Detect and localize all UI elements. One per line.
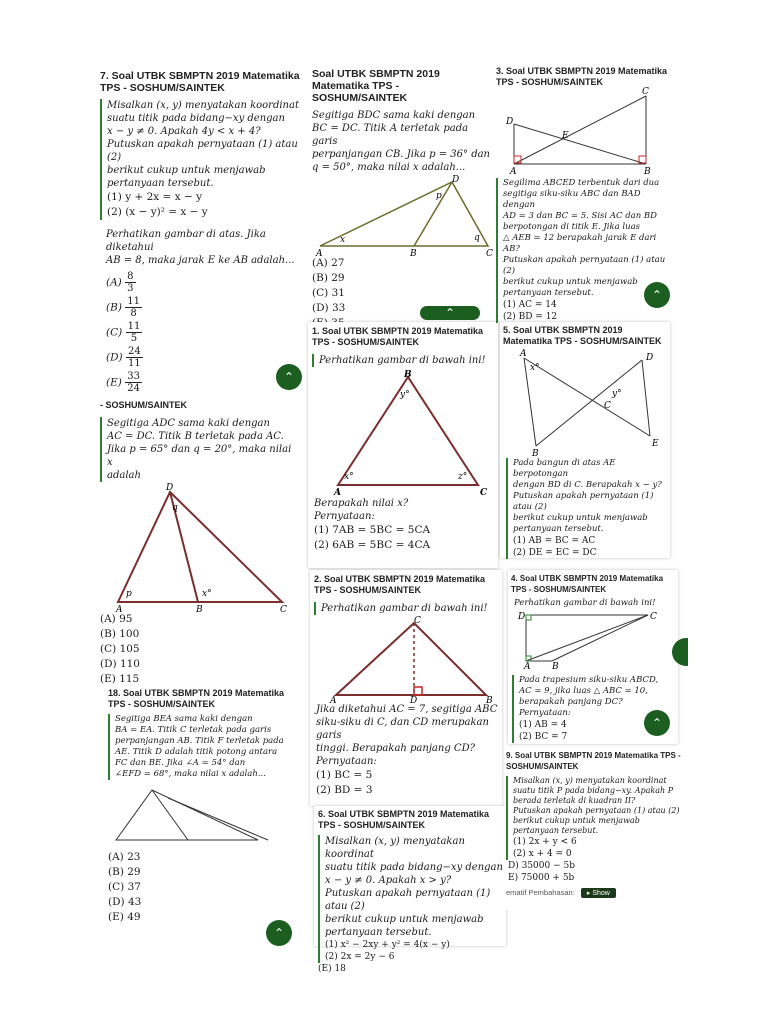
- show-button[interactable]: ▸ Show: [581, 888, 616, 898]
- label-B: B: [644, 167, 651, 177]
- question-body: [100, 99, 310, 220]
- label-A: A: [334, 488, 341, 498]
- question-title: 2. Soal UTBK SBMPTN 2019 Matematika TPS - SOSHUM/SAINTEK: [314, 574, 486, 595]
- line: Segitiga BDC sama kaki dengan: [312, 110, 476, 121]
- question-card-distance: [106, 228, 296, 398]
- line: pertanyaan tersebut.: [325, 927, 432, 938]
- line: Pada bangun di atas AE berpotongan: [513, 458, 616, 479]
- label-p: p: [126, 589, 132, 599]
- statements-label: Pernyataan:: [519, 708, 571, 718]
- question-card-5: [500, 322, 670, 558]
- option-letter: (D): [106, 351, 126, 364]
- statement: (2) 6AB = 5BC = 4CA: [314, 539, 431, 551]
- option[interactable]: (D) 110: [100, 658, 140, 670]
- question-body: [318, 835, 506, 963]
- statement: (1) AB = BC = AC: [513, 536, 596, 546]
- line: AB?: [503, 244, 520, 254]
- label-q: q: [474, 233, 480, 243]
- option-letter: (C): [106, 326, 126, 339]
- option-fraction: [126, 346, 143, 369]
- chevron-up-icon: ⌃: [651, 288, 663, 302]
- line: Putuskan apakah pernyataan (1) atau (2): [513, 806, 680, 815]
- question-card-bdc: [312, 68, 494, 318]
- question-card-3: [496, 66, 668, 322]
- label-C: C: [414, 616, 421, 626]
- line: Putuskan apakah pernyataan (1) atau (2): [503, 255, 666, 276]
- option[interactable]: (C) 37: [108, 881, 141, 893]
- label-B: B: [486, 696, 493, 706]
- question-card-adc: [100, 400, 300, 685]
- line: Misalkan (x, y) menyatakan koordinat: [107, 100, 299, 111]
- question-card-9: [506, 750, 686, 910]
- line: tinggi. Berapakah panjang CD?: [316, 743, 475, 754]
- option-letter: (A): [106, 276, 126, 289]
- line: suatu titik pada bidang−xy dengan: [107, 113, 285, 124]
- statement: (1) AB = 4: [519, 720, 567, 730]
- label-C: C: [480, 488, 488, 498]
- line: FC dan BE. Jika ∠A = 54° dan: [115, 758, 246, 768]
- question-title: 6. Soal UTBK SBMPTN 2019 Matematika TPS - SOSHUM/SAINTEK: [318, 809, 490, 830]
- question-body: [312, 109, 494, 174]
- extra-option: D) 35000 − 5b: [508, 861, 575, 871]
- statement: (1) BC = 5: [316, 769, 373, 781]
- chevron-up-icon: ⌃: [273, 926, 285, 940]
- statements-label: Pernyataan:: [316, 756, 377, 767]
- scroll-up-button[interactable]: [644, 282, 670, 308]
- line: berapakah panjang DC?: [519, 697, 623, 707]
- numerator: 33: [127, 371, 140, 382]
- statements-label: Pernyataan:: [314, 511, 375, 522]
- question-title: Soal UTBK SBMPTN 2019 Matematika TPS - SOSHUM/SAINTEK: [312, 68, 440, 104]
- option[interactable]: (C) 105: [100, 643, 140, 655]
- line: Pada trapesium siku-siku ABCD,: [519, 675, 659, 685]
- question-body: [310, 703, 502, 798]
- footer: [506, 888, 686, 898]
- line: adalah: [107, 470, 141, 481]
- line: perpanjangan AB. Titik F terletak pada: [115, 736, 284, 746]
- line: AB = 8, maka jarak E ke AB adalah...: [106, 255, 295, 266]
- line: x − y ≠ 0. Apakah 4y < x + 4?: [107, 126, 261, 137]
- option-fraction: [125, 271, 135, 294]
- label-D: D: [646, 353, 654, 363]
- label-B: B: [532, 449, 539, 459]
- question-card-18: [108, 688, 286, 938]
- question-card-2: [310, 570, 502, 806]
- statement: (2) BC = 7: [519, 732, 568, 742]
- option[interactable]: (D) 43: [108, 896, 142, 908]
- option[interactable]: (A) 23: [108, 851, 141, 863]
- statement: (2) BD = 12: [503, 312, 558, 322]
- option[interactable]: (C) 31: [312, 287, 345, 299]
- option[interactable]: (A) 95: [100, 613, 133, 625]
- question-body: [308, 497, 498, 553]
- scroll-up-button[interactable]: [420, 306, 480, 320]
- statement: (1) y + 2x = x − y: [107, 191, 203, 203]
- extra-option: E) 75000 + 5b: [508, 873, 575, 883]
- question-title: 18. Soal UTBK SBMPTN 2019 Matematika TPS - SOSHUM/SAINTEK: [108, 688, 285, 709]
- label-C: C: [650, 612, 657, 622]
- line: berpotongan di titik E. Jika luas: [503, 222, 641, 232]
- chevron-up-icon: ⌃: [651, 716, 663, 730]
- label-C: C: [604, 401, 611, 411]
- line: x − y ≠ 0. Apakah x > y?: [325, 875, 452, 886]
- line: berikut cukup untuk menjawab: [325, 914, 484, 925]
- line: Misalkan (x, y) menyatakan koordinat: [325, 836, 465, 860]
- line: AE. Titik D adalah titik potong antara: [115, 747, 278, 757]
- label-A: A: [524, 662, 531, 672]
- question-title: 4. Soal UTBK SBMPTN 2019 Matematika TPS - SOSHUM/SAINTEK: [511, 574, 664, 594]
- label-x: x°: [202, 589, 212, 599]
- question-body: [496, 178, 668, 323]
- scroll-up-button[interactable]: [266, 920, 292, 946]
- denominator: 5: [130, 333, 138, 344]
- options-list: [106, 271, 296, 394]
- line: BA = EA. Titik C terletak pada garis: [115, 725, 272, 735]
- statement: (2) BD = 3: [316, 784, 373, 796]
- label-B: B: [196, 605, 203, 615]
- statement: (2) DE = EC = DC: [513, 548, 597, 558]
- chevron-up-icon: ⌃: [283, 370, 295, 384]
- line: pertanyaan tersebut.: [513, 524, 604, 534]
- line: Jika p = 65° dan q = 20°, maka nilai x: [107, 444, 292, 468]
- question-title: 9. Soal UTBK SBMPTN 2019 Matematika TPS - SOSHUM/SAINTEK: [506, 751, 681, 771]
- question-card-7: [100, 70, 310, 230]
- statement: (2) (x − y)² = x − y: [107, 206, 208, 218]
- question-title: 3. Soal UTBK SBMPTN 2019 Matematika TPS - SOSHUM/SAINTEK: [496, 66, 668, 87]
- line: segitiga siku-siku ABC dan BAD dengan: [503, 189, 641, 210]
- question-body: [106, 228, 296, 267]
- line: berikut cukup untuk menjawab: [513, 513, 648, 523]
- numerator: 8: [127, 271, 134, 282]
- label-p: p: [436, 191, 442, 201]
- line: q = 50°, maka nilai x adalah...: [312, 162, 466, 173]
- option[interactable]: [106, 371, 296, 394]
- label-x: x°: [344, 472, 354, 482]
- label-D: D: [166, 483, 174, 493]
- option-letter: (B): [106, 301, 126, 314]
- question-title: 7. Soal UTBK SBMPTN 2019 Matematika TPS - SOSHUM/SAINTEK: [100, 70, 300, 94]
- line: dengan BD di C. Berapakah x − y?: [513, 480, 662, 490]
- question-body: [506, 776, 686, 860]
- numerator: 11: [127, 321, 141, 332]
- line: ∠EFD = 68°, maka nilai x adalah...: [115, 769, 266, 779]
- line: pertanyaan tersebut.: [503, 288, 594, 298]
- label-A: A: [510, 167, 517, 177]
- line: suatu titik P pada bidang−xy. Apakah P: [513, 786, 674, 795]
- statement: (2) x + 4 = 0: [513, 849, 572, 859]
- label-E: E: [562, 131, 569, 141]
- triangle-abc-height-figure: [310, 615, 502, 706]
- statement: (1) AC = 14: [503, 300, 557, 310]
- scroll-up-button[interactable]: [276, 364, 302, 390]
- option[interactable]: [106, 346, 296, 369]
- label-A: A: [520, 349, 527, 359]
- statement: (1) x² − 2xy + y² = 4(x − y): [325, 940, 450, 950]
- question-body: [100, 417, 300, 482]
- question-text: Berapakah nilai x?: [314, 498, 409, 509]
- statement: (1) 7AB = 5BC = 5CA: [314, 524, 431, 536]
- label-D: D: [506, 117, 514, 127]
- line: AD = 3 dan BC = 5. Sisi AC dan BD: [503, 211, 657, 221]
- label-D: D: [410, 696, 418, 706]
- line: suatu titik pada bidang−xy dengan: [325, 862, 503, 873]
- label-B: B: [404, 370, 412, 380]
- question-card-1: [308, 322, 498, 568]
- line: Putuskan apakah pernyataan (1) atau (2): [513, 491, 654, 512]
- line: berada terletak di kuadran II?: [513, 796, 636, 805]
- question-title: 1. Soal UTBK SBMPTN 2019 Matematika TPS - SOSHUM/SAINTEK: [312, 326, 484, 347]
- option[interactable]: (B) 29: [312, 272, 345, 284]
- line: AC = 9, jika luas △ ABC = 10,: [519, 686, 648, 696]
- label-x: x°: [530, 363, 540, 373]
- label-C: C: [642, 87, 649, 97]
- line: Putuskan apakah pernyataan (1) atau (2): [107, 139, 298, 163]
- line: pertanyaan tersebut.: [107, 178, 214, 189]
- numerator: 24: [127, 346, 141, 357]
- label-x: x: [340, 235, 346, 245]
- option[interactable]: (E) 115: [100, 673, 140, 685]
- line: △ AEB = 12 berapakah jarak E dari: [503, 233, 657, 243]
- option[interactable]: [106, 321, 296, 344]
- label-A: A: [330, 696, 337, 706]
- question-title: - SOSHUM/SAINTEK: [100, 400, 188, 410]
- line: Putuskan apakah pernyataan (1) atau (2): [325, 888, 491, 912]
- question-intro: Perhatikan gambar di bawah ini!: [514, 598, 656, 608]
- label-D: D: [452, 175, 460, 185]
- line: berikut cukup untuk menjawab: [503, 277, 638, 287]
- trapezoid-abcd-figure: [508, 609, 673, 672]
- label-A: A: [116, 605, 123, 615]
- label-D: D: [518, 612, 526, 622]
- label-B: B: [410, 249, 417, 259]
- option[interactable]: (D) 33: [312, 302, 346, 314]
- line: berikut cukup untuk menjawab: [513, 816, 640, 825]
- denominator: 8: [130, 308, 137, 319]
- options-list: [100, 612, 300, 687]
- label-E: E: [652, 439, 659, 449]
- option[interactable]: [106, 296, 296, 319]
- label-C: C: [280, 605, 287, 615]
- line: Segitiga BEA sama kaki dengan: [115, 714, 253, 724]
- option-fraction: [126, 321, 143, 344]
- label-A: A: [316, 249, 323, 259]
- denominator: 3: [127, 283, 134, 294]
- line: berikut cukup untuk menjawab: [107, 165, 266, 176]
- denominator: 24: [127, 383, 140, 394]
- option[interactable]: (E) 49: [108, 911, 141, 923]
- option[interactable]: [106, 271, 296, 294]
- triangle-adc-figure: [100, 483, 290, 615]
- label-y: y°: [400, 390, 410, 400]
- line: BC = DC. Titik A terletak pada garis: [312, 123, 469, 147]
- triangle-bdc-figure: [312, 174, 494, 259]
- label-C: C: [486, 249, 493, 259]
- question-intro: Perhatikan gambar di bawah ini!: [314, 602, 502, 615]
- triangle-abc-figure: [308, 367, 498, 497]
- label-z: z°: [458, 472, 468, 482]
- options-list: [108, 850, 286, 925]
- question-body: [108, 714, 286, 780]
- line: AC = DC. Titik B terletak pada AC.: [107, 431, 284, 442]
- option-letter: (E): [106, 376, 126, 389]
- line: siku-siku di C, dan CD merupakan garis: [316, 717, 489, 741]
- chevron-up-icon: ⌃: [444, 306, 456, 320]
- numerator: 11: [127, 296, 140, 307]
- line: Misalkan (x, y) menyatakan koordinat: [513, 776, 667, 785]
- option[interactable]: (B) 29: [108, 866, 141, 878]
- question-title: 5. Soal UTBK SBMPTN 2019 Matematika TPS - SOSHUM/SAINTEK: [503, 325, 662, 346]
- question-body: [506, 458, 670, 559]
- statement: (2) 2x = 2y − 6: [325, 952, 395, 962]
- denominator: 11: [127, 358, 141, 369]
- label-B: B: [552, 662, 559, 672]
- question-intro: Perhatikan gambar di bawah ini!: [312, 354, 498, 367]
- pentagon-abced-figure: [496, 87, 666, 177]
- option-fraction: [125, 296, 142, 319]
- option[interactable]: (A) 27: [312, 257, 345, 269]
- trailing-option: (E) 18: [318, 964, 346, 974]
- scroll-up-button[interactable]: [644, 710, 670, 736]
- line: Perhatikan gambar di atas. Jika diketahui: [106, 229, 266, 253]
- option[interactable]: (B) 100: [100, 628, 140, 640]
- statement: (1) 2x + y < 6: [513, 837, 577, 847]
- question-card-6: [314, 806, 506, 974]
- label-q: q: [172, 503, 178, 513]
- line: pertanyaan tersebut.: [513, 826, 599, 835]
- footer-label: ematif Pembahasan:: [506, 888, 575, 897]
- line: Segitiga ADC sama kaki dengan: [107, 418, 270, 429]
- line: Segilima ABCED terbentuk dari dua: [503, 178, 660, 188]
- label-y: y°: [612, 389, 622, 399]
- option-fraction: [125, 371, 142, 394]
- line: Jika diketahui AC = 7, segitiga ABC: [316, 704, 498, 715]
- triangle-bea-figure: [108, 780, 278, 850]
- line: perpanjangan CB. Jika p = 36° dan: [312, 149, 490, 160]
- bowtie-figure: [500, 349, 670, 459]
